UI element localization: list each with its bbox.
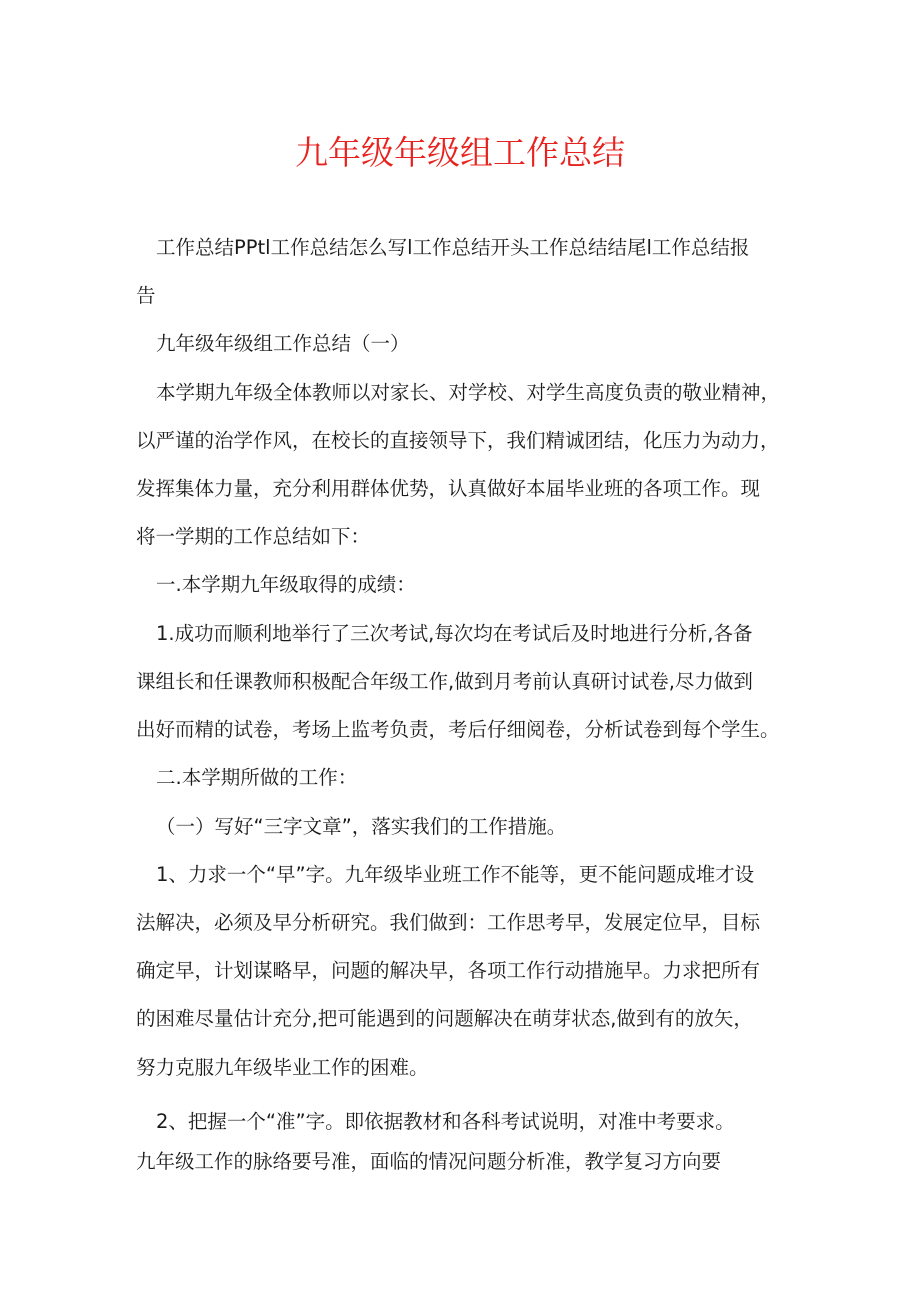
subheading: 一.本学期九年级取得的成绩： bbox=[156, 573, 416, 596]
paragraph-line: 2、把握一个“准”字。即依据教材和各科考试说明，对准中考要求。 bbox=[156, 1110, 735, 1133]
paragraph-line: 努力克服九年级毕业工作的困难。 bbox=[136, 1056, 429, 1079]
paragraph-line: 1、力求一个“早”字。九年级毕业班工作不能等，更不能问题成堆才设 bbox=[156, 863, 755, 886]
paragraph-line: 九年级工作的脉络要号准，面临的情况问题分析准，教学复习方向要 bbox=[136, 1150, 722, 1173]
paragraph-line: 以严谨的治学作风，在校长的直接领导下，我们精诚团结，化压力为动力， bbox=[136, 429, 780, 452]
paragraph-line: 课组长和任课教师积极配合年级工作,做到月考前认真研讨试卷,尽力做到 bbox=[136, 670, 753, 693]
paragraph-line: 法解决，必须及早分析研究。我们做到：工作思考早，发展定位早，目标 bbox=[136, 911, 761, 934]
header-links-line-cont: 告 bbox=[136, 284, 156, 307]
header-links-line: 工作总结PPtl工作总结怎么写l工作总结开头工作总结结尾l工作总结报 bbox=[156, 236, 750, 259]
paragraph-line: 发挥集体力量，充分利用群体优势，认真做好本届毕业班的各项工作。现 bbox=[136, 477, 761, 500]
subheading: 二.本学期所做的工作： bbox=[156, 766, 358, 789]
paragraph-line: 确定早，计划谋略早，问题的解决早，各项工作行动措施早。力求把所有 bbox=[136, 959, 761, 982]
section-heading: 九年级年级组工作总结（一） bbox=[156, 332, 410, 355]
paragraph-line: 1.成功而顺利地举行了三次考试,每次均在考试后及时地进行分析,各备 bbox=[156, 622, 753, 645]
document-title: 九年级年级组工作总结 bbox=[295, 133, 625, 172]
subheading: （一）写好“三字文章”，落实我们的工作措施。 bbox=[156, 815, 567, 838]
paragraph-line: 本学期九年级全体教师以对家长、对学校、对学生高度负责的敬业精神， bbox=[156, 381, 781, 404]
paragraph-line: 出好而精的试卷，考场上监考负责，考后仔细阅卷，分析试卷到每个学生。 bbox=[136, 718, 780, 741]
paragraph-line: 将一学期的工作总结如下： bbox=[136, 525, 371, 548]
paragraph-line: 的困难尽量估计充分,把可能遇到的问题解决在萌芽状态,做到有的放矢， bbox=[136, 1007, 753, 1030]
